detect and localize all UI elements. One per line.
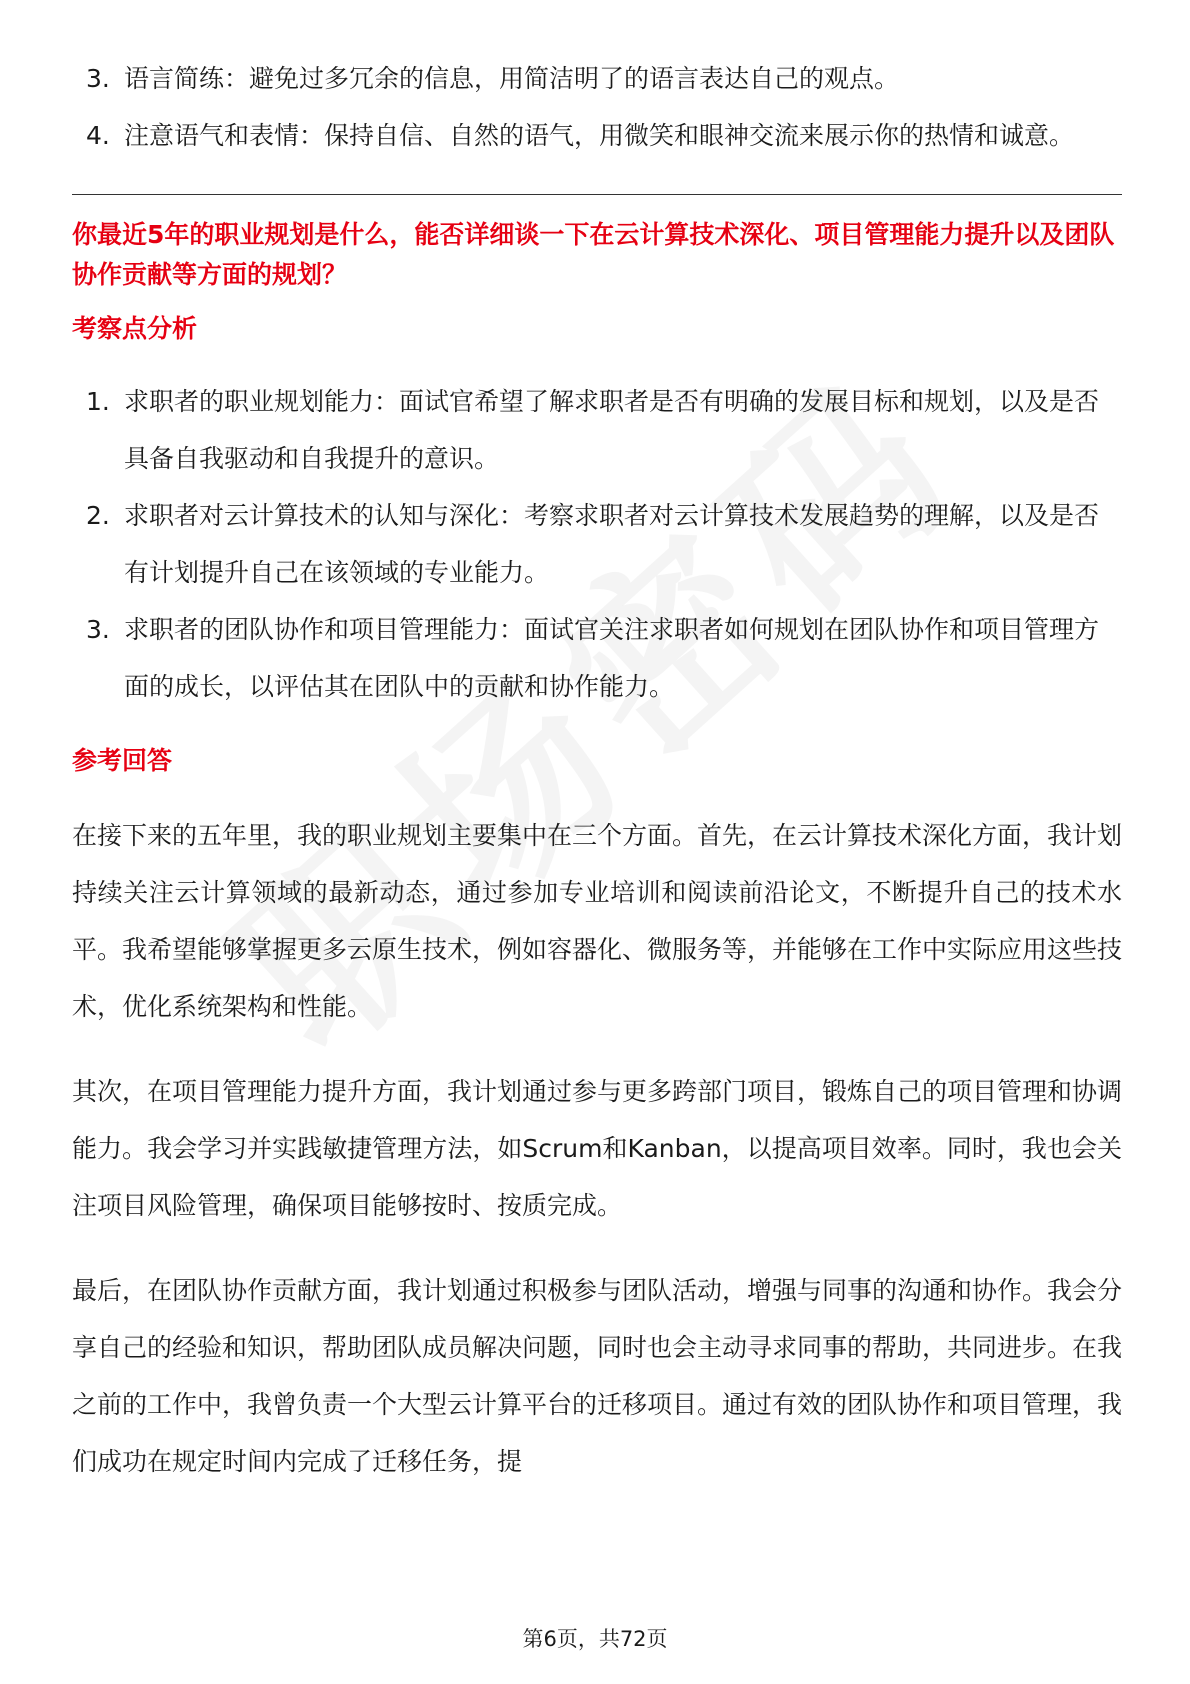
answer-paragraph: 其次，在项目管理能力提升方面，我计划通过参与更多跨部门项目，锻炼自己的项目管理和协调能力。我会学习并实践敏捷管理方法，如Scrum和Kanban，以提高项目效率。同时，我也会关注项目风险管理，确保项目能够按时、按质完成。 bbox=[72, 1077, 1123, 1220]
page-content bbox=[72, 50, 1122, 1490]
list-number: 3. bbox=[86, 64, 110, 93]
list-item bbox=[72, 487, 1122, 601]
list-number: 3. bbox=[86, 615, 110, 644]
list-item bbox=[72, 373, 1122, 487]
list-item-text: 求职者的职业规划能力：面试官希望了解求职者是否有明确的发展目标和规划，以及是否具备自我驱动和自我提升的意识。 bbox=[124, 387, 1100, 473]
continued-tips-list bbox=[72, 50, 1122, 164]
list-item-text: 注意语气和表情：保持自信、自然的语气，用微笑和眼神交流来展示你的热情和诚意。 bbox=[124, 121, 1075, 150]
analysis-list bbox=[72, 373, 1122, 715]
section-divider bbox=[72, 194, 1122, 195]
answer-paragraph: 最后，在团队协作贡献方面，我计划通过积极参与团队活动，增强与同事的沟通和协作。我会分享自己的经验和知识，帮助团队成员解决问题，同时也会主动寻求同事的帮助，共同进步。在我之前的工作中，我曾负责一个大型云计算平台的迁移项目。通过有效的团队协作和项目管理，我们成功在规定时间内完成了迁移任务，提 bbox=[72, 1276, 1123, 1476]
answer-paragraph: 在接下来的五年里，我的职业规划主要集中在三个方面。首先，在云计算技术深化方面，我计划持续关注云计算领域的最新动态，通过参加专业培训和阅读前沿论文，不断提升自己的技术水平。我希望能够掌握更多云原生技术，例如容器化、微服务等，并能够在工作中实际应用这些技术，优化系统架构和性能。 bbox=[72, 821, 1123, 1021]
answer-heading: 参考回答 bbox=[72, 746, 173, 775]
list-item bbox=[72, 50, 1122, 107]
list-item-text: 语言简练：避免过多冗余的信息，用简洁明了的语言表达自己的观点。 bbox=[124, 64, 900, 93]
interview-question: 你最近5年的职业规划是什么，能否详细谈一下在云计算技术深化、项目管理能力提升以及团队协作贡献等方面的规划？ bbox=[72, 220, 1115, 289]
analysis-heading: 考察点分析 bbox=[72, 314, 198, 343]
list-item bbox=[72, 107, 1122, 164]
list-item bbox=[72, 601, 1122, 715]
list-item-text: 求职者的团队协作和项目管理能力：面试官关注求职者如何规划在团队协作和项目管理方面的成长，以评估其在团队中的贡献和协作能力。 bbox=[124, 615, 1100, 701]
list-number: 1. bbox=[86, 387, 110, 416]
list-number: 4. bbox=[86, 121, 110, 150]
page-number-footer: 第6页，共72页 bbox=[522, 1627, 668, 1651]
list-item-text: 求职者对云计算技术的认知与深化：考察求职者对云计算技术发展趋势的理解，以及是否有计划提升自己在该领域的专业能力。 bbox=[124, 501, 1100, 587]
list-number: 2. bbox=[86, 501, 110, 530]
